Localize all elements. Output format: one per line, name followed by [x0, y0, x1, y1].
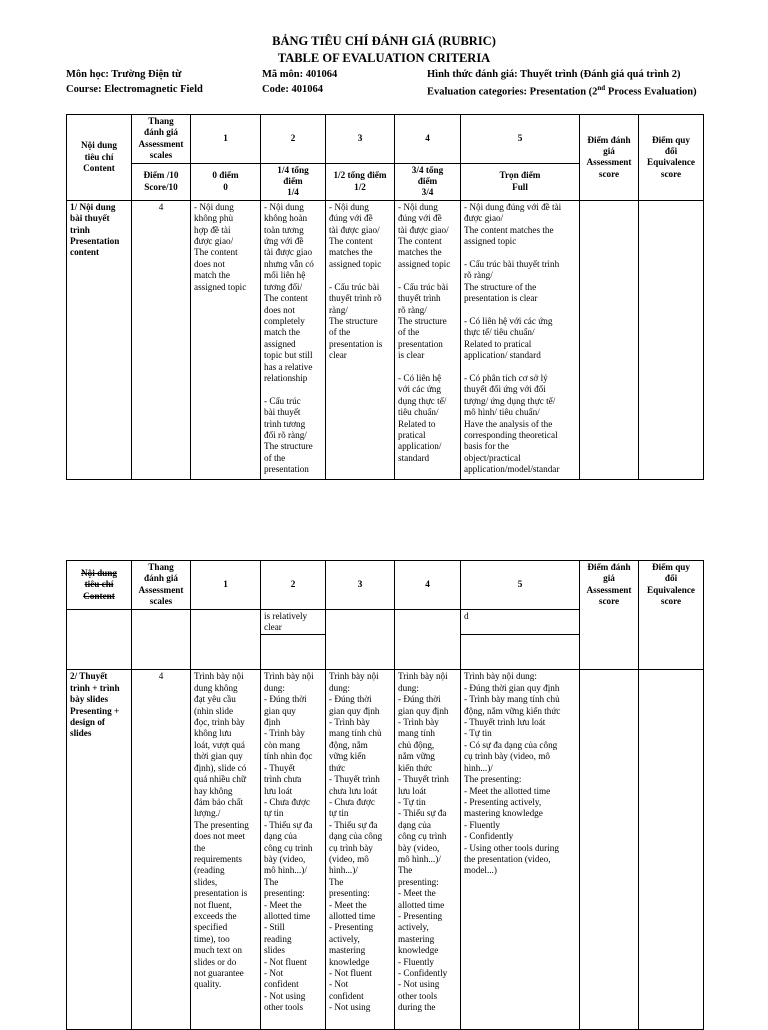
continued-level-2-text: is relatively clear [261, 609, 326, 635]
header-equivalence-score: Điểm quy đổi Equivalence score [639, 115, 704, 201]
subject-vietnamese: Môn học: Trường Điện từ [66, 69, 182, 80]
header-content: Nội dung tiêu chí Content [67, 115, 132, 201]
rubric-table-2 [66, 560, 704, 1030]
header-level-5: 5 [461, 115, 580, 164]
title-english: TABLE OF EVALUATION CRITERIA [277, 51, 491, 65]
subheader-level-4: 3/4 tổng điểm 3/4 [395, 163, 461, 200]
course-english: Course: Electromagnetic Field [66, 84, 203, 95]
header-assessment-score: Điểm đánh giá Assessment score [580, 561, 639, 670]
subheader-level-5: Trọn điểm Full [461, 163, 580, 200]
continued-criterion-cell [67, 609, 132, 670]
subheader-score10: Điểm /10 Score/10 [132, 163, 191, 200]
header-level-4: 4 [395, 561, 461, 610]
header-content: Nội dung tiêu chí Content [67, 561, 132, 610]
row1-level-4-text: - Nội dung đúng với đề tài được giao/ The content matches the assigned topic - Cấu trúc bài thuyết trình rõ ràng/ The structure of the presentation is clear - Có liên hệ với các ứng dụng thực tế/ tiêu chuẩn/ Related to pratical application/ standard [395, 200, 461, 479]
header-level-2: 2 [261, 115, 326, 164]
header-level-2: 2 [261, 561, 326, 610]
header-scales: Thang đánh giá Assessment scales [132, 561, 191, 610]
row2-level-1-text: Trình bày nội dung không đạt yêu cầu (nhìn slide đọc, trình bày không lưu loát, vượt quá thời gian quy định), slide có quá nhiều chữ hay không đảm bảo chất lượng./ The presenting does not meet the requirements (reading slides, presentation is not fluent, exceeds the specified time), too much text on slides or do not guarantee quality. [191, 670, 261, 1030]
row2-equivalence-score-cell [639, 670, 704, 1030]
subheader-level-3: 1/2 tổng điểm 1/2 [326, 163, 395, 200]
header-level-4: 4 [395, 115, 461, 164]
continued-level-5-text: d [461, 609, 580, 635]
row2-level-5-text: Trình bày nội dung: - Đúng thời gian quy định - Trình bày mang tính chủ động, nắm vững kiến thức - Thuyết trình lưu loát - Tự tin - Có sự đa dạng của công cụ trình bày (video, mô hình...)/ The presenting: - Meet the allotted time - Presenting actively, mastering knowledge - Fluently - Confidently - Using other tools during the presentation (video, model...) [461, 670, 580, 1030]
continued-level-1-cell [191, 609, 261, 670]
title-vietnamese: BẢNG TIÊU CHÍ ĐÁNH GIÁ (RUBRIC) [272, 34, 496, 48]
row1-equivalence-score-cell [639, 200, 704, 479]
header-level-5: 5 [461, 561, 580, 610]
rubric-table-1 [66, 114, 704, 480]
continued-scale-cell [132, 609, 191, 670]
continued-level-5-blank [461, 635, 580, 670]
continued-level-2-blank [261, 635, 326, 670]
continued-level-4-cell [395, 609, 461, 670]
code-vietnamese: Mã môn: 401064 [262, 69, 338, 80]
subheader-level-2: 1/4 tổng điểm 1/4 [261, 163, 326, 200]
header-scales: Thang đánh giá Assessment scales [132, 115, 191, 164]
header-equivalence-score: Điểm quy đổi Equivalence score [639, 561, 704, 670]
row1-level-5-text: - Nội dung đúng với đề tài được giao/ The content matches the assigned topic - Cấu trúc bài thuyết trình rõ ràng/ The structure of the presentation is clear - Có liên hệ với các ứng thực tế/ tiêu chuẩn/ Related to pratical application/ standard - Có phân tích cơ sở lý thuyết đối ứng với đối tượng/ ứng dụng thực tế/ mô hình/ tiêu chuẩn/ Have the analysis of the corresponding theoretical basis for the object/practical application/model/standar [461, 200, 580, 479]
continued-level-3-cell [326, 609, 395, 670]
subheader-level-1: 0 điểm 0 [191, 163, 261, 200]
row1-level-2-text: - Nội dung không hoàn toàn tương ứng với đề tài được giao nhưng vẫn có mối liên hệ tương đối/ The content does not completely match the assigned topic but still has a relative relationship - Cấu trúc bài thuyết trình tương đối rõ ràng/ The structure of the presentation [261, 200, 326, 479]
header-level-1: 1 [191, 115, 261, 164]
header-level-1: 1 [191, 561, 261, 610]
code-english: Code: 401064 [262, 84, 323, 95]
header-level-3: 3 [326, 115, 395, 164]
row2-level-2-text: Trình bày nội dung: - Đúng thời gian quy định - Trình bày còn mang tính nhìn đọc - Thuyết trình chưa lưu loát - Chưa được tự tin - Thiếu sự đa dạng của công cụ trình bày (video, mô hình...)/ The presenting: - Meet the allotted time - Still reading slides - Not fluent - Not confident - Not using other tools [261, 670, 326, 1030]
row1-level-1-text: - Nội dung không phù hợp đề tài được giao/ The content does not match the assigned topic [191, 200, 261, 479]
criterion-presenting-design: 2/ Thuyết trình + trình bày slides Presenting + design of slides [67, 670, 132, 1030]
header-assessment-score: Điểm đánh giá Assessment score [580, 115, 639, 201]
row1-assessment-score-cell [580, 200, 639, 479]
evaluation-form-vietnamese: Hình thức đánh giá: Thuyết trình (Đánh giá quá trình 2) [427, 69, 681, 80]
scale-value: 4 [132, 200, 191, 479]
row2-level-3-text: Trình bày nội dung: - Đúng thời gian quy định - Trình bày mang tính chủ động, nắm vững kiến thức - Thuyết trình chưa lưu loát - Chưa được tự tin - Thiếu sự đa dạng của công cụ trình bày (video, mô hình...)/ The presenting: - Meet the allotted time - Presenting actively, mastering knowledge - Not fluent - Not confident - Not using [326, 670, 395, 1030]
evaluation-category-english: Evaluation categories: Presentation (2nd Process Evaluation) [427, 84, 697, 98]
row2-level-4-text: Trình bày nội dung: - Đúng thời gian quy định - Trình bày mang tính chủ động, nắm vững kiến thức - Thuyết trình lưu loát - Tự tin - Thiếu sự đa dạng của công cụ trình bày (video, mô hình...)/ The presenting: - Meet the allotted time - Presenting actively, mastering knowledge - Fluently - Confidently - Not using other tools during the [395, 670, 461, 1030]
header-level-3: 3 [326, 561, 395, 610]
scale-value: 4 [132, 670, 191, 1030]
criterion-presentation-content: 1/ Nội dung bài thuyết trình Presentation content [67, 200, 132, 479]
row1-level-3-text: - Nội dung đúng với đề tài được giao/ The content matches the assigned topic - Cấu trúc bài thuyết trình rõ ràng/ The structure of the presentation is clear [326, 200, 395, 479]
row2-assessment-score-cell [580, 670, 639, 1030]
